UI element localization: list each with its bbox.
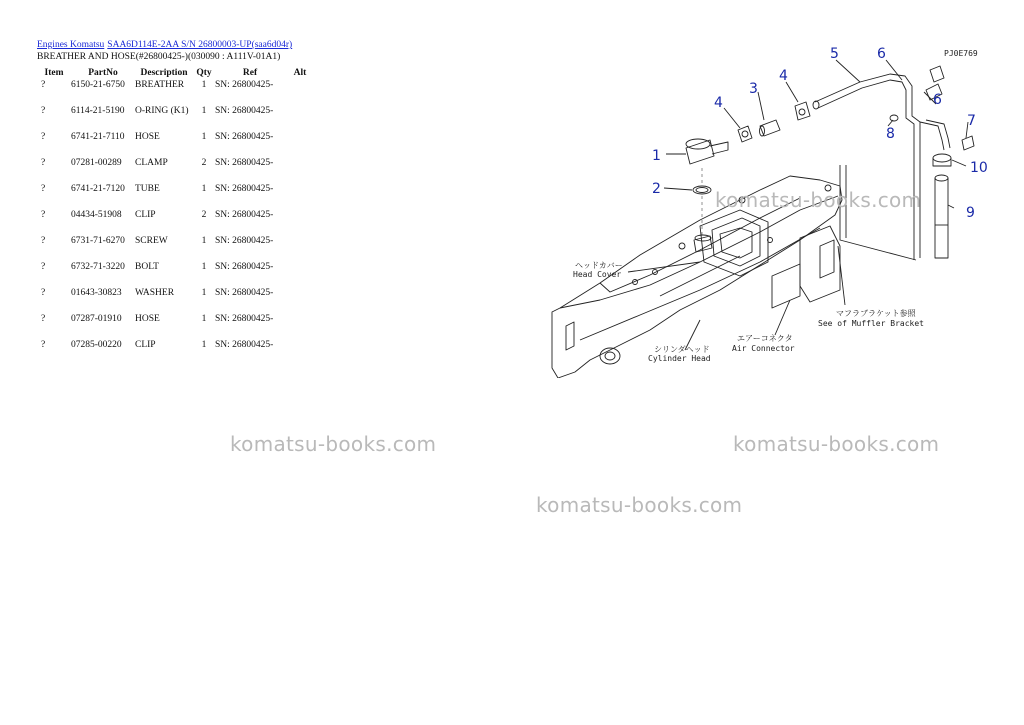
callout-7: 7 (967, 113, 976, 129)
col-header-qty: Qty (196, 68, 212, 78)
cell-partno: 6114-21-5190 (71, 106, 125, 116)
cell-ref: SN: 26800425- (215, 340, 274, 350)
cell-qty: 1 (201, 236, 207, 246)
col-header-alt: Alt (293, 68, 307, 78)
cell-alt (285, 80, 315, 106)
cell-item: ? (41, 80, 46, 90)
cell-partno: 6732-71-3220 (71, 262, 125, 272)
cell-qty: 1 (201, 106, 207, 116)
table-row (37, 236, 315, 262)
cell-partno: 07285-00220 (71, 340, 122, 350)
cell-partno: 01643-30823 (71, 288, 122, 298)
cell-item: ? (41, 132, 46, 142)
label-cylinder-head-jp: シリンダヘッド (654, 345, 710, 354)
cell-item: ? (41, 314, 46, 324)
cell-partno: 6741-21-7120 (71, 184, 125, 194)
label-head-cover-jp: ヘッドカバー (575, 261, 623, 270)
callout-3: 3 (749, 81, 758, 97)
cell-description: BOLT (135, 262, 159, 272)
callout-1: 1 (652, 148, 661, 164)
cell-description: HOSE (135, 314, 160, 324)
label-cylinder-head: Cylinder Head (648, 354, 711, 363)
cell-description: CLIP (135, 340, 156, 350)
callout-5: 5 (830, 46, 839, 62)
col-header-description: Description (140, 68, 188, 78)
cell-partno: 6741-21-7110 (71, 132, 125, 142)
callout-8: 8 (886, 126, 895, 142)
table-row (37, 184, 315, 210)
cell-ref: SN: 26800425- (215, 262, 274, 272)
table-row (37, 210, 315, 236)
cell-ref: SN: 26800425- (215, 184, 274, 194)
callout-4: 4 (779, 68, 788, 84)
cell-item: ? (41, 106, 46, 116)
cell-description: CLAMP (135, 158, 168, 168)
callout-2: 2 (652, 181, 661, 197)
cell-qty: 1 (201, 184, 207, 194)
table-row (37, 158, 315, 184)
cell-qty: 1 (201, 288, 207, 298)
watermark: komatsu-books.com (715, 188, 922, 212)
cell-partno: 07281-00289 (71, 158, 122, 168)
cell-partno: 07287-01910 (71, 314, 122, 324)
cell-item: ? (41, 184, 46, 194)
cell-qty: 1 (201, 340, 207, 350)
parts-table (37, 64, 315, 360)
page-title: BREATHER AND HOSE(#26800425-)(030090 : A111V-01A1) (37, 52, 281, 62)
cell-alt (285, 288, 315, 314)
table-row (37, 262, 315, 288)
cell-alt (285, 210, 315, 236)
label-air-connector-jp: エアーコネクタ (737, 334, 793, 343)
cell-description: HOSE (135, 132, 160, 142)
cell-qty: 1 (201, 314, 207, 324)
cell-item: ? (41, 158, 46, 168)
cell-qty: 1 (201, 132, 207, 142)
cell-alt (285, 262, 315, 288)
cell-item: ? (41, 210, 46, 220)
cell-ref: SN: 26800425- (215, 288, 274, 298)
cell-ref: SN: 26800425- (215, 236, 274, 246)
col-header-item: Item (44, 68, 64, 78)
cell-alt (285, 340, 315, 360)
cell-item: ? (41, 288, 46, 298)
watermark: komatsu-books.com (230, 432, 437, 456)
diagram-code: PJ0E769 (944, 49, 978, 58)
cell-alt (285, 158, 315, 184)
label-muffler-jp: マフラブラケット参照 (836, 309, 916, 318)
breadcrumb-link-engines[interactable]: Engines Komatsu (37, 40, 105, 50)
cell-ref: SN: 26800425- (215, 314, 274, 324)
callout-4: 4 (714, 95, 723, 111)
cell-description: CLIP (135, 210, 156, 220)
cell-qty: 2 (201, 210, 207, 220)
col-header-partno: PartNo (88, 68, 118, 78)
table-row (37, 314, 315, 340)
cell-alt (285, 314, 315, 340)
table-row (37, 132, 315, 158)
cell-ref: SN: 26800425- (215, 80, 274, 90)
table-row (37, 80, 315, 106)
cell-item: ? (41, 340, 46, 350)
cell-ref: SN: 26800425- (215, 132, 274, 142)
table-row (37, 340, 315, 360)
col-header-ref: Ref (242, 68, 258, 78)
breadcrumb (37, 40, 292, 50)
callout-10: 10 (970, 160, 988, 176)
cell-description: TUBE (135, 184, 160, 194)
cell-qty: 1 (201, 262, 207, 272)
cell-alt (285, 184, 315, 210)
cell-partno: 6731-71-6270 (71, 236, 125, 246)
cell-item: ? (41, 262, 46, 272)
cell-ref: SN: 26800425- (215, 106, 274, 116)
cell-description: SCREW (135, 236, 168, 246)
table-header-row (37, 64, 315, 80)
cell-ref: SN: 26800425- (215, 210, 274, 220)
callout-6: 6 (933, 92, 942, 108)
cell-partno: 6150-21-6750 (71, 80, 125, 90)
table-row (37, 288, 315, 314)
cell-qty: 1 (201, 80, 207, 90)
watermark: komatsu-books.com (536, 493, 743, 517)
label-head-cover: Head Cover (573, 270, 622, 279)
cell-alt (285, 132, 315, 158)
cell-description: O-RING (K1) (135, 106, 189, 116)
cell-alt (285, 106, 315, 132)
cell-alt (285, 236, 315, 262)
watermark: komatsu-books.com (733, 432, 940, 456)
table-row (37, 106, 315, 132)
callout-9: 9 (966, 205, 975, 221)
cell-description: BREATHER (135, 80, 185, 90)
breadcrumb-link-model[interactable]: SAA6D114E-2AA S/N 26800003-UP(saa6d04r) (107, 40, 293, 50)
cell-qty: 2 (201, 158, 207, 168)
cell-description: WASHER (135, 288, 175, 298)
callout-6: 6 (877, 46, 886, 62)
label-air-connector: Air Connector (732, 344, 795, 353)
label-muffler: See of Muffler Bracket (818, 319, 924, 328)
cell-item: ? (41, 236, 46, 246)
cell-partno: 04434-51908 (71, 210, 122, 220)
table-body (37, 80, 315, 360)
cell-ref: SN: 26800425- (215, 158, 274, 168)
